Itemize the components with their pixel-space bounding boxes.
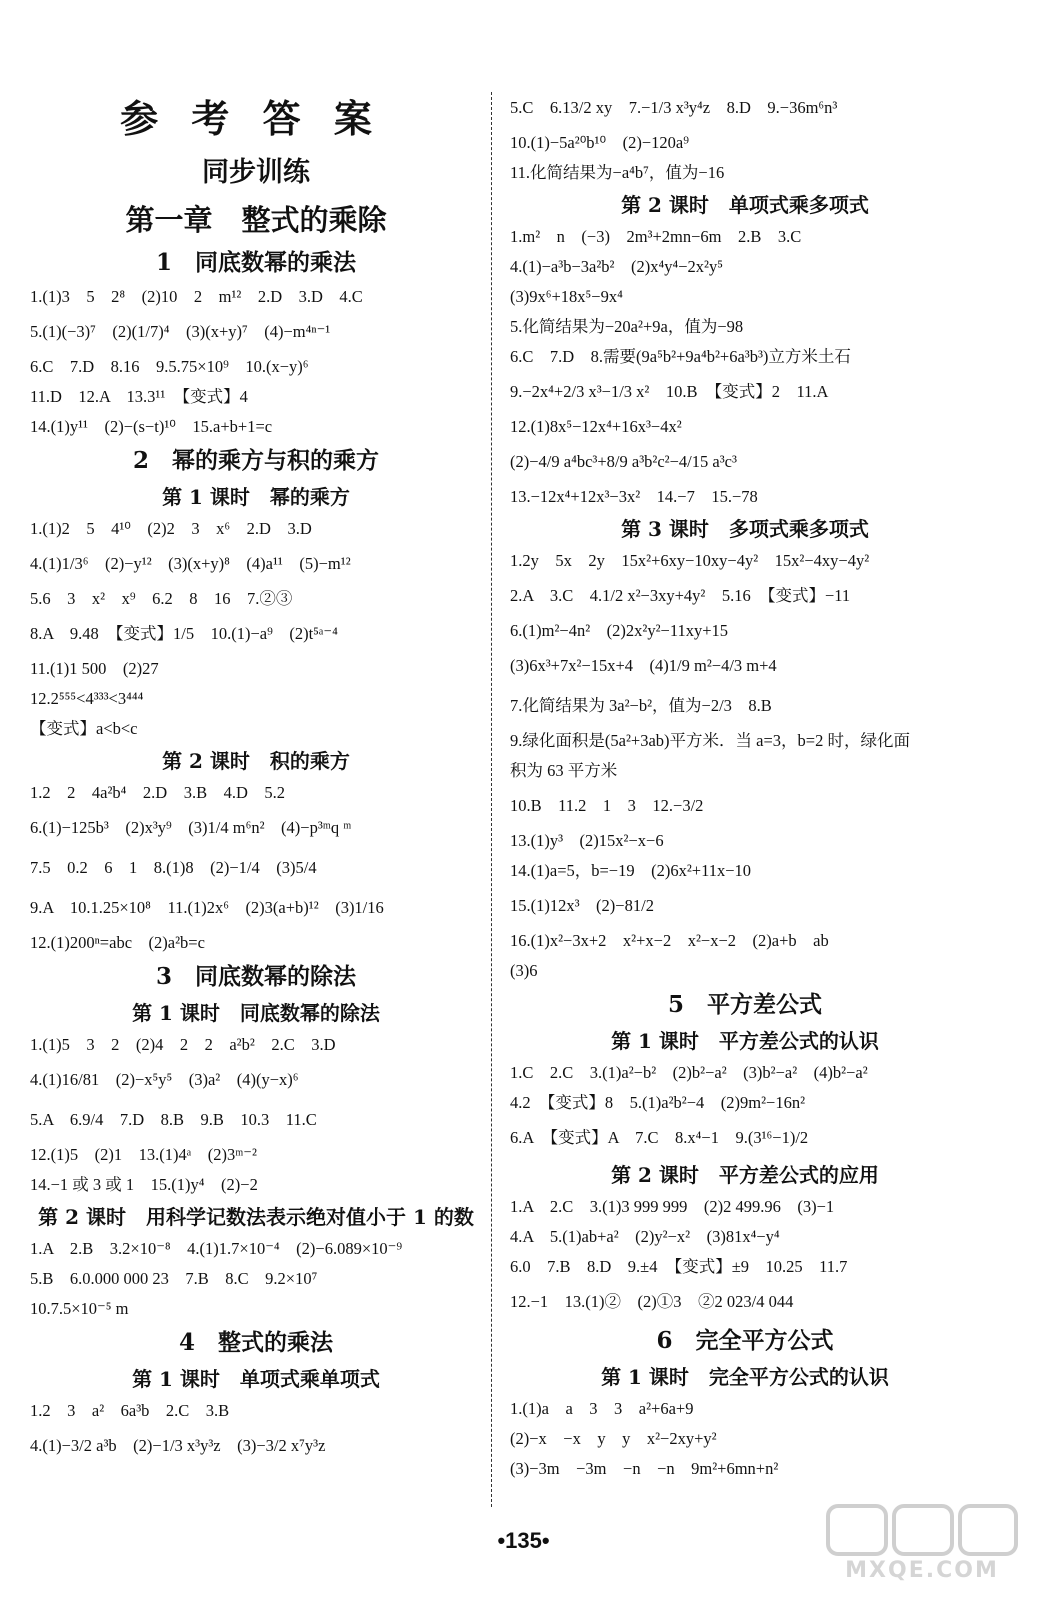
answer-line: 5.C 6.13/2 xy 7.−1/3 x³y⁴z 8.D 9.−36m⁶n³ — [510, 98, 838, 117]
lesson-heading: 第 2 课时 积的乘方 — [162, 749, 350, 773]
lesson-heading: 第 1 课时 单项式乘单项式 — [132, 1367, 380, 1391]
page-number: •135• — [497, 1528, 550, 1553]
answer-line: 4.(1)16/81 (2)−x⁵y⁵ (3)a² (4)(y−x)⁶ — [30, 1070, 299, 1089]
answer-line: 1.2 2 4a²b⁴ 2.D 3.B 4.D 5.2 — [30, 783, 285, 802]
lesson-heading: 第 3 课时 多项式乘多项式 — [621, 517, 869, 541]
answer-line: 11.D 12.A 13.3¹¹ 【变式】4 — [30, 387, 248, 406]
answer-line: 5.(1)(−3)⁷ (2)(1/7)⁴ (3)(x+y)⁷ (4)−m⁴ⁿ⁻¹ — [30, 322, 331, 341]
answer-line: 16.(1)x²−3x+2 x²+x−2 x²−x−2 (2)a+b ab — [510, 931, 829, 950]
answer-line: 6.C 7.D 8.需要(9a⁵b²+9a⁴b²+6a³b³)立方米土石 — [510, 347, 851, 366]
answer-line: 6.A 【变式】A 7.C 8.x⁴−1 9.(3¹⁶−1)/2 — [510, 1128, 809, 1147]
answer-line: 1.2 3 a² 6a³b 2.C 3.B — [30, 1401, 230, 1420]
answer-line: 13.(1)y³ (2)15x²−x−6 — [510, 831, 664, 850]
answer-line: (3)6x³+7x²−15x+4 (4)1/9 m²−4/3 m+4 — [510, 656, 777, 675]
lesson-heading: 第 1 课时 完全平方公式的认识 — [601, 1365, 889, 1389]
answer-line: 5.B 6.0.000 000 23 7.B 8.C 9.2×10⁷ — [30, 1269, 318, 1288]
answer-line: 11.化简结果为−a⁴b⁷，值为−16 — [510, 163, 725, 182]
answer-line: 5.化简结果为−20a²+9a，值为−98 — [510, 317, 744, 336]
answer-line: 1.2y 5x 2y 15x²+6xy−10xy−4y² 15x²−4xy−4y² — [510, 551, 870, 570]
left-column — [30, 88, 482, 1466]
answer-line: 10.7.5×10⁻⁵ m — [30, 1299, 129, 1318]
answer-line: 4.A 5.(1)ab+a² (2)y²−x² (3)81x⁴−y⁴ — [510, 1227, 780, 1246]
answer-line: (3)−3m −3m −n −n 9m²+6mn+n² — [510, 1459, 779, 1478]
answer-line: 13.−12x⁴+12x³−3x² 14.−7 15.−78 — [510, 487, 758, 506]
watermark-icon — [822, 1500, 1022, 1560]
lesson-heading: 第 1 课时 同底数幂的除法 — [132, 1001, 380, 1025]
answer-line: (3)9x⁶+18x⁵−9x⁴ — [510, 287, 623, 306]
answer-line: 12.−1 13.(1)② (2)①3 ②2 023/4 044 — [510, 1292, 794, 1311]
section-heading: 3 同底数幂的除法 — [155, 963, 356, 990]
lesson-heading: 第 2 课时 平方差公式的应用 — [611, 1163, 879, 1187]
answer-line: 6.(1)m²−4n² (2)2x²y²−11xy+15 — [510, 621, 729, 640]
answer-line: 1.(1)a a 3 3 a²+6a+9 — [510, 1399, 694, 1418]
section-heading: 4 整式的乘法 — [178, 1329, 333, 1356]
answer-line: 6.C 7.D 8.16 9.5.75×10⁹ 10.(x−y)⁶ — [30, 357, 309, 376]
section-heading: 5 平方差公式 — [667, 991, 822, 1018]
answer-line: 1.(1)3 5 2⁸ (2)10 2 m¹² 2.D 3.D 4.C — [30, 287, 363, 306]
answer-line: 1.A 2.C 3.(1)3 999 999 (2)2 499.96 (3)−1 — [510, 1197, 835, 1216]
answer-line: 6.0 7.B 8.D 9.±4 【变式】±9 10.25 11.7 — [510, 1257, 848, 1276]
answer-line: 2.A 3.C 4.1/2 x²−3xy+4y² 5.16 【变式】−11 — [510, 586, 851, 605]
answer-line: 4.(1)1/3⁶ (2)−y¹² (3)(x+y)⁸ (4)a¹¹ (5)−m¹² — [30, 554, 351, 573]
answer-line: (2)−x −x y y x²−2xy+y² — [510, 1429, 717, 1448]
section-heading: 6 完全平方公式 — [656, 1327, 834, 1354]
answer-line: 4.2 【变式】8 5.(1)a²b²−4 (2)9m²−16n² — [510, 1093, 806, 1112]
answer-line: 9.−2x⁴+2/3 x³−1/3 x² 10.B 【变式】2 11.A — [510, 382, 829, 401]
column-divider — [491, 92, 492, 1507]
answer-line: 14.−1 或 3 或 1 15.(1)y⁴ (2)−2 — [30, 1175, 258, 1194]
answer-line: 4.(1)−3/2 a³b (2)−1/3 x³y³z (3)−3/2 x⁷y³z — [30, 1436, 326, 1455]
answer-line: 1.m² n (−3) 2m³+2mn−6m 2.B 3.C — [510, 227, 802, 246]
answer-line: 8.A 9.48 【变式】1/5 10.(1)−a⁹ (2)t⁵ᵃ⁻⁴ — [30, 624, 338, 643]
right-column — [510, 88, 980, 1484]
answer-line: 1.(1)5 3 2 (2)4 2 2 a²b² 2.C 3.D — [30, 1035, 336, 1054]
answer-line: 14.(1)y¹¹ (2)−(s−t)¹⁰ 15.a+b+1=c — [30, 417, 273, 436]
answer-line: 12.(1)5 (2)1 13.(1)4ᵃ (2)3ᵐ⁻² — [30, 1145, 257, 1164]
answer-line: 10.B 11.2 1 3 12.−3/2 — [510, 796, 704, 815]
page-subtitle: 同步训练 — [202, 157, 310, 188]
answer-line: (2)−4/9 a⁴bc³+8/9 a³b²c²−4/15 a³c³ — [510, 452, 737, 471]
answer-line: 15.(1)12x³ (2)−81/2 — [510, 896, 654, 915]
answer-line: 12.(1)200ⁿ=abc (2)a²b=c — [30, 933, 205, 952]
answer-line: 5.6 3 x² x⁹ 6.2 8 16 7.②③ — [30, 589, 293, 608]
answer-line: 11.(1)1 500 (2)27 — [30, 659, 159, 678]
answer-line: 4.(1)−a³b−3a²b² (2)x⁴y⁴−2x²y⁵ — [510, 257, 723, 276]
watermark-text: MXQE.COM — [845, 1558, 999, 1583]
lesson-heading: 第 2 课时 用科学记数法表示绝对值小于 1 的数 — [38, 1205, 474, 1229]
answer-line: 10.(1)−5a²⁰b¹⁰ (2)−120a⁹ — [510, 133, 689, 152]
answer-line: 9.A 10.1.25×10⁸ 11.(1)2x⁶ (2)3(a+b)¹² (3)1/16 — [30, 898, 384, 917]
answer-line: 6.(1)−125b³ (2)x³y⁹ (3)1/4 m⁶n² (4)−p³ᵐq ᵐ — [30, 818, 352, 837]
watermark-logo — [822, 1500, 1022, 1592]
answer-line: 7.5 0.2 6 1 8.(1)8 (2)−1/4 (3)5/4 — [30, 858, 317, 877]
answer-line: 7.化简结果为 3a²−b²，值为−2/3 8.B — [510, 696, 772, 715]
section-heading: 2 幂的乘方与积的乘方 — [132, 447, 379, 474]
section-heading: 1 同底数幂的乘法 — [155, 249, 356, 276]
answer-line: 1.(1)2 5 4¹⁰ (2)2 3 x⁶ 2.D 3.D — [30, 519, 312, 538]
answer-line: 12.2⁵⁵⁵<4³³³<3⁴⁴⁴ — [30, 689, 144, 708]
answer-line: (3)6 — [510, 961, 538, 980]
answer-line: 1.C 2.C 3.(1)a²−b² (2)b²−a² (3)b²−a² (4)b²−a² — [510, 1063, 868, 1082]
lesson-heading: 第 1 课时 幂的乘方 — [162, 485, 350, 509]
answer-line: 积为 63 平方米 — [510, 761, 618, 780]
answer-line: 12.(1)8x⁵−12x⁴+16x³−4x² — [510, 417, 682, 436]
answer-line: 5.A 6.9/4 7.D 8.B 9.B 10.3 11.C — [30, 1110, 317, 1129]
chapter-heading: 第一章 整式的乘除 — [125, 203, 387, 237]
answer-line: 【变式】a<b<c — [30, 719, 138, 738]
answer-line: 9.绿化面积是(5a²+3ab)平方米．当 a=3，b=2 时，绿化面 — [510, 731, 910, 750]
answer-line: 14.(1)a=5，b=−19 (2)6x²+11x−10 — [510, 861, 752, 880]
page-title: 参 考 答 案 — [120, 96, 382, 141]
lesson-heading: 第 2 课时 单项式乘多项式 — [621, 193, 869, 217]
answer-line: 1.A 2.B 3.2×10⁻⁸ 4.(1)1.7×10⁻⁴ (2)−6.089×10⁻⁹ — [30, 1239, 403, 1258]
lesson-heading: 第 1 课时 平方差公式的认识 — [611, 1029, 879, 1053]
